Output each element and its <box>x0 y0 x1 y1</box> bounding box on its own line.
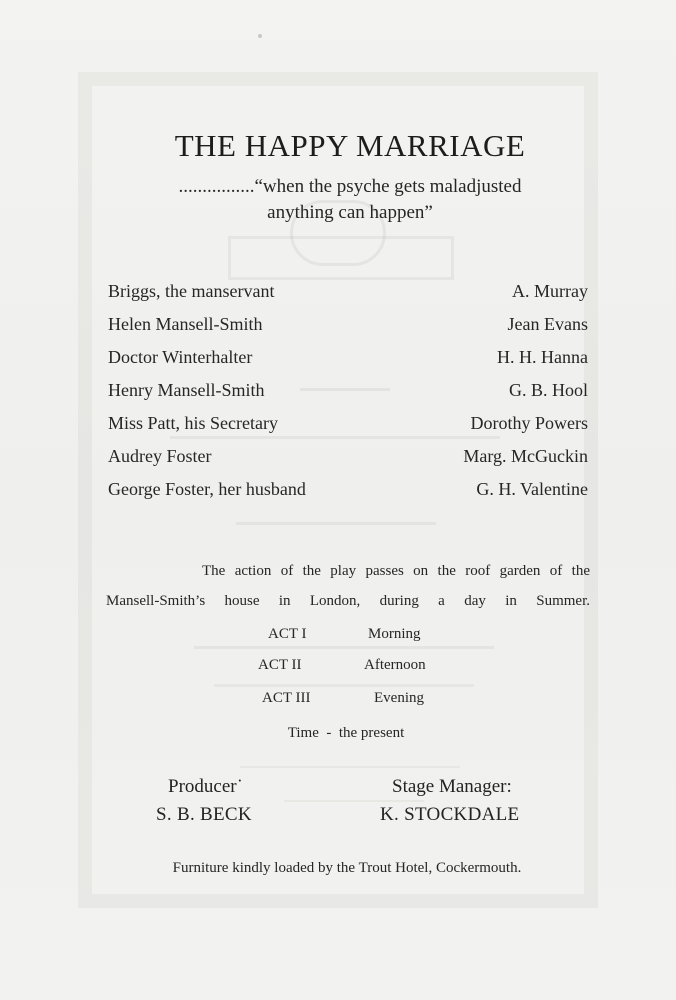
show-through-mark-8 <box>240 752 460 768</box>
act-time: Afternoon <box>364 657 426 673</box>
stage-manager-name: K. STOCKDALE <box>380 804 520 825</box>
show-through-mark-5 <box>236 508 436 525</box>
setting-line-1: The action of the play passes on the roof garden of the <box>202 563 590 579</box>
time-note: Time - the present <box>287 725 405 741</box>
cast-actor: H. H. Hanna <box>497 347 588 367</box>
show-through-mark-6 <box>194 612 494 649</box>
producer-name: S. B. BECK <box>156 804 252 825</box>
paper-speck <box>258 34 262 38</box>
cast-actor: Marg. McGuckin <box>463 446 588 466</box>
cast-actor: G. B. Hool <box>508 380 588 400</box>
act-time: Morning <box>368 626 421 642</box>
cast-role: Audrey Foster <box>108 446 212 466</box>
cast-actor: Jean Evans <box>507 314 588 334</box>
cast-role: Briggs, the manservant <box>108 281 275 301</box>
cast-actor: A. Murray <box>512 281 588 301</box>
cast-role: Henry Mansell-Smith <box>108 380 265 400</box>
act-label: ACT III <box>262 690 311 706</box>
show-through-mark-7 <box>214 656 474 687</box>
show-through-mark-2 <box>228 236 454 280</box>
act-label: ACT II <box>258 657 302 673</box>
tagline <box>140 174 560 226</box>
setting-description <box>106 556 590 616</box>
cast-role: Helen Mansell-Smith <box>108 314 263 334</box>
cast-role: Miss Patt, his Secretary <box>108 413 278 433</box>
furniture-acknowledgement: Furniture kindly loaded by the Trout Hotel, Cockermouth. <box>172 860 522 876</box>
producer-label: Producer˙ <box>168 776 243 797</box>
cast-role: Doctor Winterhalter <box>108 347 253 367</box>
act-label: ACT I <box>268 626 307 642</box>
cast-actor: G. H. Valentine <box>476 479 588 499</box>
stage-manager-label: Stage Manager: <box>392 776 512 797</box>
play-title: THE HAPPY MARRIAGE <box>174 128 526 163</box>
cast-role: George Foster, her husband <box>108 479 306 499</box>
setting-line-2: Mansell-Smith’s house in London, during a day in Summer. <box>106 593 590 609</box>
act-time: Evening <box>374 690 424 706</box>
tagline-line-2: anything can happen” <box>267 202 433 223</box>
show-through-mark-3 <box>300 348 390 391</box>
tagline-line-1: ................“when the psyche gets maladjusted <box>178 176 522 197</box>
cast-actor: Dorothy Powers <box>470 413 588 433</box>
